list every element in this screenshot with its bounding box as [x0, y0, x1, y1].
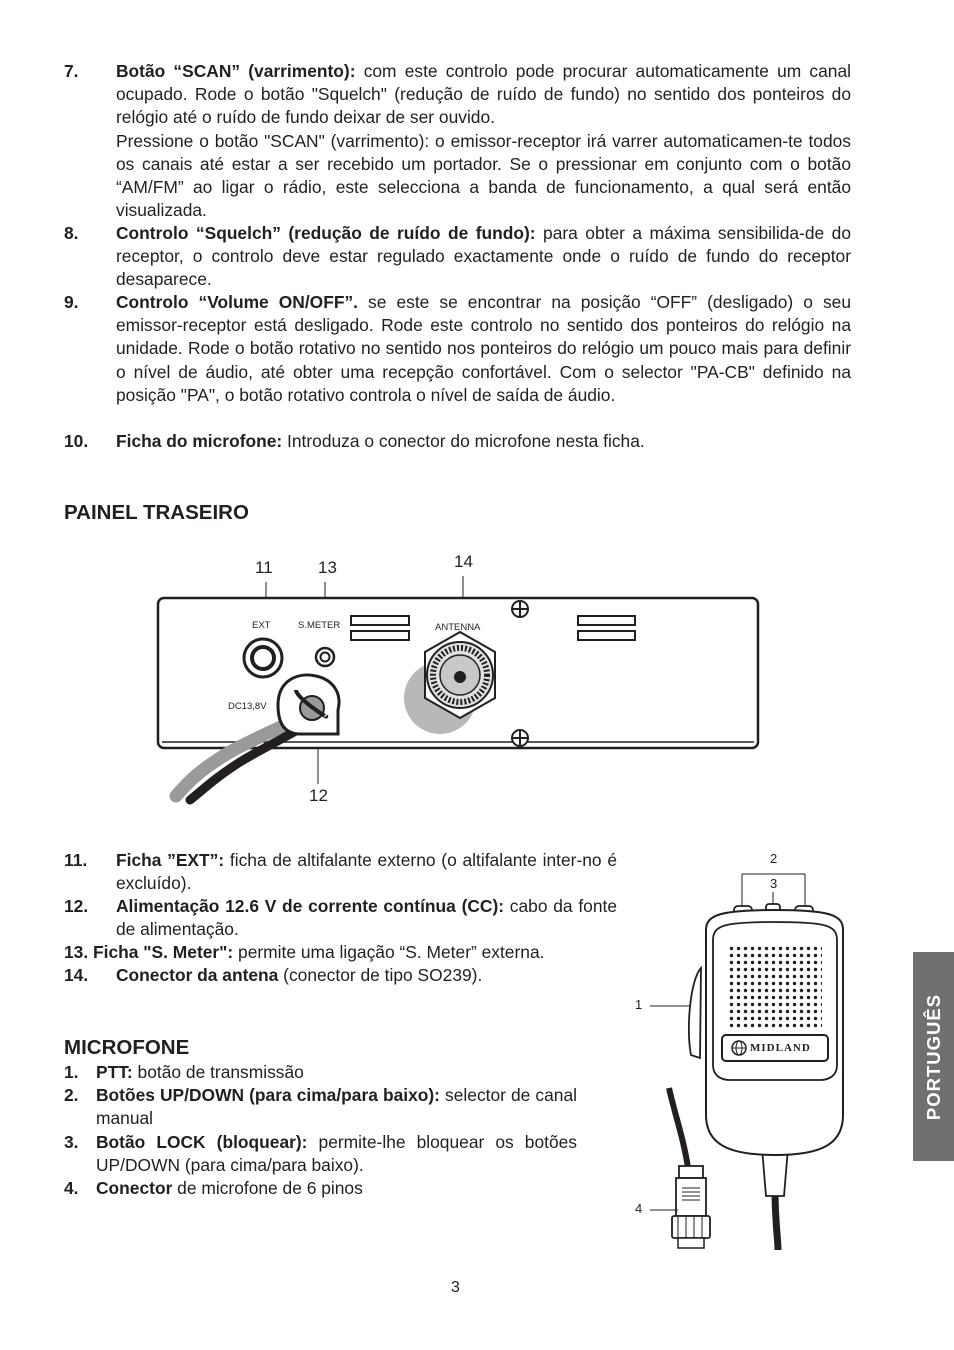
item-title: Controlo “Volume ON/OFF”. [116, 292, 358, 312]
item-title: Conector [96, 1178, 173, 1199]
item-number: 12. [64, 896, 89, 916]
callout-12: 12 [309, 786, 328, 805]
item-text: se este se encontrar na posição “OFF” (desligado) o seu emissor-receptor está desligado. Rode este controlo no sentido dos ponteiros do relógio na unidade. Rode o botão rotativo no sentido nos ponteiros do relógio um pouco mais para definir o nível de áudio, até obter uma recepção confortável. Com o selector "PA-CB" definido na posição "PA", o botão rotativo controla o nível de saída de áudio. [116, 292, 851, 405]
item-text: selector de canal manual [96, 1085, 577, 1129]
page-number: 3 [451, 1279, 460, 1296]
item-title: Botões UP/DOWN (para cima/para baixo): [96, 1085, 440, 1106]
item-title: Botão “SCAN” (varrimento): [116, 61, 356, 81]
item-text: para obter a máxima sensibilida-de do receptor, o controlo deve estar regulado exactamente onde o ruído de fundo do receptor desaparece. [116, 223, 851, 290]
item-text: cabo da fonte de alimentação. [116, 896, 617, 940]
label-dc: DC13,8V [228, 701, 267, 712]
item-number: 3. [64, 1131, 79, 1152]
callout-m1: 1 [635, 997, 643, 1012]
item-number: 9. [64, 292, 79, 312]
mic-logo-text: MIDLAND [750, 1042, 811, 1054]
label-antenna: ANTENNA [435, 622, 481, 633]
item-number: 4. [64, 1178, 79, 1199]
label-ext: EXT [252, 620, 271, 631]
item-title: Conector da antena [116, 965, 279, 985]
callout-13: 13 [318, 558, 337, 577]
callout-m4: 4 [635, 1201, 643, 1216]
language-tab [913, 952, 954, 1161]
callout-14: 14 [454, 552, 473, 571]
microphone-heading: MICROFONE [64, 1036, 190, 1059]
item-text: Introduza o conector do microfone nesta ficha. [282, 431, 645, 451]
item-number: 8. [64, 223, 79, 243]
item-text: (conector de tipo SO239). [278, 965, 483, 985]
label-smeter: S.METER [298, 620, 341, 631]
item-number: 1. [64, 1062, 79, 1082]
item-title: Ficha ”EXT”: [116, 850, 225, 870]
item-number: 11. [64, 850, 88, 870]
item-number: 7. [64, 61, 79, 81]
item-title: Botão LOCK (bloquear): [96, 1131, 308, 1152]
callout-m3: 3 [770, 876, 778, 891]
item-text: com este controlo pode procurar automaticamente um canal ocupado. Rode o botão "Squelch" (redução de ruído de fundo) no sentido dos ponteiros do relógio até o ruído de fundo deixar de ser ouvido. [116, 61, 852, 128]
item-text: permite uma ligação “S. Meter” externa. [233, 942, 545, 962]
item-text-continued: Pressione o botão "SCAN" (varrimento): o emissor-receptor irá varrer automaticamen-te todos os canais até estar a ser recebido um portador. Se o pressionar em conjunto com o botão “AM/FM” ao ligar o rádio, este selecciona a banda de funcionamento, a qual será então visualizada. [116, 130, 851, 221]
item-text: botão de transmissão [132, 1062, 304, 1082]
language-tab-label: PORTUGUÊS [922, 993, 944, 1120]
item-title: Alimentação 12.6 V de corrente contínua (CC): [116, 896, 505, 916]
item-title: Ficha do microfone: [116, 431, 283, 451]
item-number: 10. [64, 431, 89, 451]
item-title: Ficha "S. Meter": [93, 942, 234, 962]
item-number: 2. [64, 1085, 79, 1106]
callout-11: 11 [255, 558, 273, 577]
item-text: de microfone de 6 pinos [172, 1178, 363, 1199]
item-number: 14. [64, 965, 89, 985]
rear-panel-heading: PAINEL TRASEIRO [64, 501, 249, 524]
item-text: ficha de altifalante externo (o altifalante inter-no é excluído). [116, 850, 617, 894]
item-number: 13. [64, 942, 89, 962]
item-title: PTT: [96, 1062, 133, 1082]
callout-m2: 2 [770, 851, 778, 866]
item-title: Controlo “Squelch” (redução de ruído de fundo): [116, 223, 536, 243]
item-text: permite-lhe bloquear os botões UP/DOWN (para cima/para baixo). [96, 1131, 577, 1175]
